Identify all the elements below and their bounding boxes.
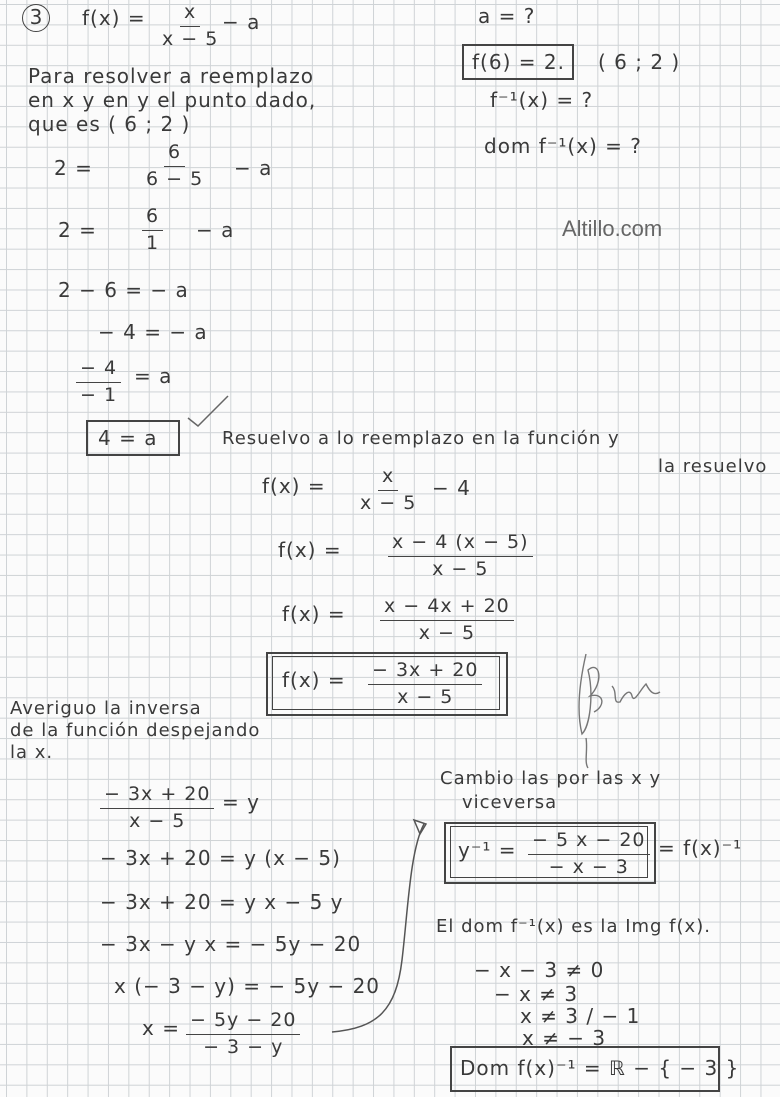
watermark: Altillo.com	[562, 216, 663, 241]
step2-tail: − a	[196, 218, 235, 242]
replace-eq1-tail: − 4	[432, 476, 471, 500]
domain-step-1: − x − 3 ≠ 0	[474, 958, 605, 982]
inverse-note-3: la x.	[10, 742, 54, 763]
inverse-eq6-fraction	[186, 1010, 300, 1059]
step3: 2 − 6 = − a	[58, 278, 189, 302]
inverse-eq6-numerator: − 5y − 20	[186, 1010, 300, 1035]
domain-result: Dom f(x)⁻¹ = ℝ − { − 3 }	[460, 1056, 740, 1080]
replace-eq3-fraction	[380, 596, 514, 645]
inverse-result-tail: = f(x)⁻¹	[658, 836, 743, 860]
inverse-eq5: x (− 3 − y) = − 5y − 20	[114, 974, 381, 998]
a-result: 4 = a	[98, 426, 158, 450]
fx-result-lhs: f(x) =	[282, 668, 346, 692]
fx-definition-lhs: f(x) =	[82, 6, 146, 30]
step2-fraction	[142, 206, 163, 255]
step1-tail: − a	[234, 156, 273, 180]
step1-denominator: 6 − 5	[146, 167, 204, 190]
replace-note-2: la resuelvo	[658, 456, 768, 477]
intro-line-1: Para resolver a reemplazo	[28, 64, 315, 88]
step4: − 4 = − a	[98, 320, 208, 344]
replace-eq2-fraction	[388, 532, 533, 581]
step1-numerator: 6	[164, 142, 185, 167]
replace-eq1-fraction	[356, 466, 420, 515]
inverse-eq2: − 3x + 20 = y (x − 5)	[100, 846, 341, 870]
exercise-number: 3	[22, 4, 50, 32]
inverse-eq1-fraction	[100, 784, 214, 833]
step1-lhs: 2 =	[54, 156, 93, 180]
intro-line-3: que es ( 6 ; 2 )	[28, 112, 191, 136]
inverse-eq4: − 3x − y x = − 5y − 20	[100, 932, 362, 956]
domain-step-3: x ≠ 3 / − 1	[520, 1004, 641, 1028]
replace-note-1: Resuelvo a lo reemplazo en la función y	[222, 428, 620, 449]
step1-fraction	[142, 142, 207, 191]
swap-note-2: viceversa	[462, 792, 558, 813]
step2-lhs: 2 =	[58, 218, 97, 242]
inverse-result-fraction	[528, 830, 650, 879]
inverse-eq6-denominator: − 3 − y	[203, 1035, 284, 1058]
fx-result-fraction	[368, 660, 482, 709]
connecting-arrow-icon	[326, 810, 436, 1040]
replace-eq1-numerator: x	[378, 466, 398, 491]
inverse-result-lhs: y⁻¹ =	[458, 838, 517, 862]
step2-numerator: 6	[142, 206, 163, 231]
f6-value: f(6) = 2.	[472, 50, 565, 74]
step5-fraction	[76, 358, 121, 407]
replace-eq2-lhs: f(x) =	[278, 538, 342, 562]
step5-denominator: − 1	[80, 383, 118, 406]
inverse-result-numerator: − 5 x − 20	[528, 830, 650, 855]
replace-eq3-numerator: x − 4x + 20	[380, 596, 514, 621]
replace-eq2-numerator: x − 4 (x − 5)	[388, 532, 533, 557]
domain-step-2: − x ≠ 3	[494, 982, 579, 1006]
replace-eq3-denominator: x − 5	[418, 621, 476, 644]
replace-eq1-denominator: x − 5	[360, 491, 417, 514]
inverse-question: f⁻¹(x) = ?	[490, 88, 594, 112]
swap-note-1: Cambio las por las x y	[440, 768, 662, 789]
domain-step-4: x ≠ − 3	[522, 1026, 607, 1050]
step5-numerator: − 4	[76, 358, 121, 383]
replace-eq2-denominator: x − 5	[432, 557, 489, 580]
inverse-eq6-lhs: x =	[142, 1016, 180, 1040]
fx-result-numerator: − 3x + 20	[368, 660, 482, 685]
inverse-result-denominator: − x − 3	[548, 855, 629, 878]
fx-numerator: x	[180, 2, 200, 27]
step2-denominator: 1	[146, 231, 160, 254]
fx-definition-fraction	[158, 2, 222, 51]
intro-line-2: en x y en y el punto dado,	[28, 88, 317, 112]
inverse-eq1-tail: = y	[222, 790, 260, 814]
fx-result-denominator: x − 5	[397, 685, 454, 708]
a-question: a = ?	[478, 4, 536, 28]
step5-tail: = a	[134, 364, 173, 388]
replace-eq1-lhs: f(x) =	[262, 474, 326, 498]
inverse-note-2: de la función despejando	[10, 720, 261, 741]
inverse-eq1-numerator: − 3x + 20	[100, 784, 214, 809]
inverse-note-1: Averiguo la inversa	[10, 698, 202, 719]
inverse-eq3: − 3x + 20 = y x − 5 y	[100, 890, 344, 914]
check-mark-icon	[184, 392, 232, 432]
replace-eq3-lhs: f(x) =	[282, 602, 346, 626]
domain-note: El dom f⁻¹(x) es la Img f(x).	[436, 916, 711, 937]
fx-definition-tail: − a	[222, 10, 261, 34]
inverse-eq1-denominator: x − 5	[129, 809, 186, 832]
fx-denominator: x − 5	[162, 27, 219, 50]
domain-question: dom f⁻¹(x) = ?	[484, 134, 642, 158]
given-point: ( 6 ; 2 )	[598, 50, 681, 74]
